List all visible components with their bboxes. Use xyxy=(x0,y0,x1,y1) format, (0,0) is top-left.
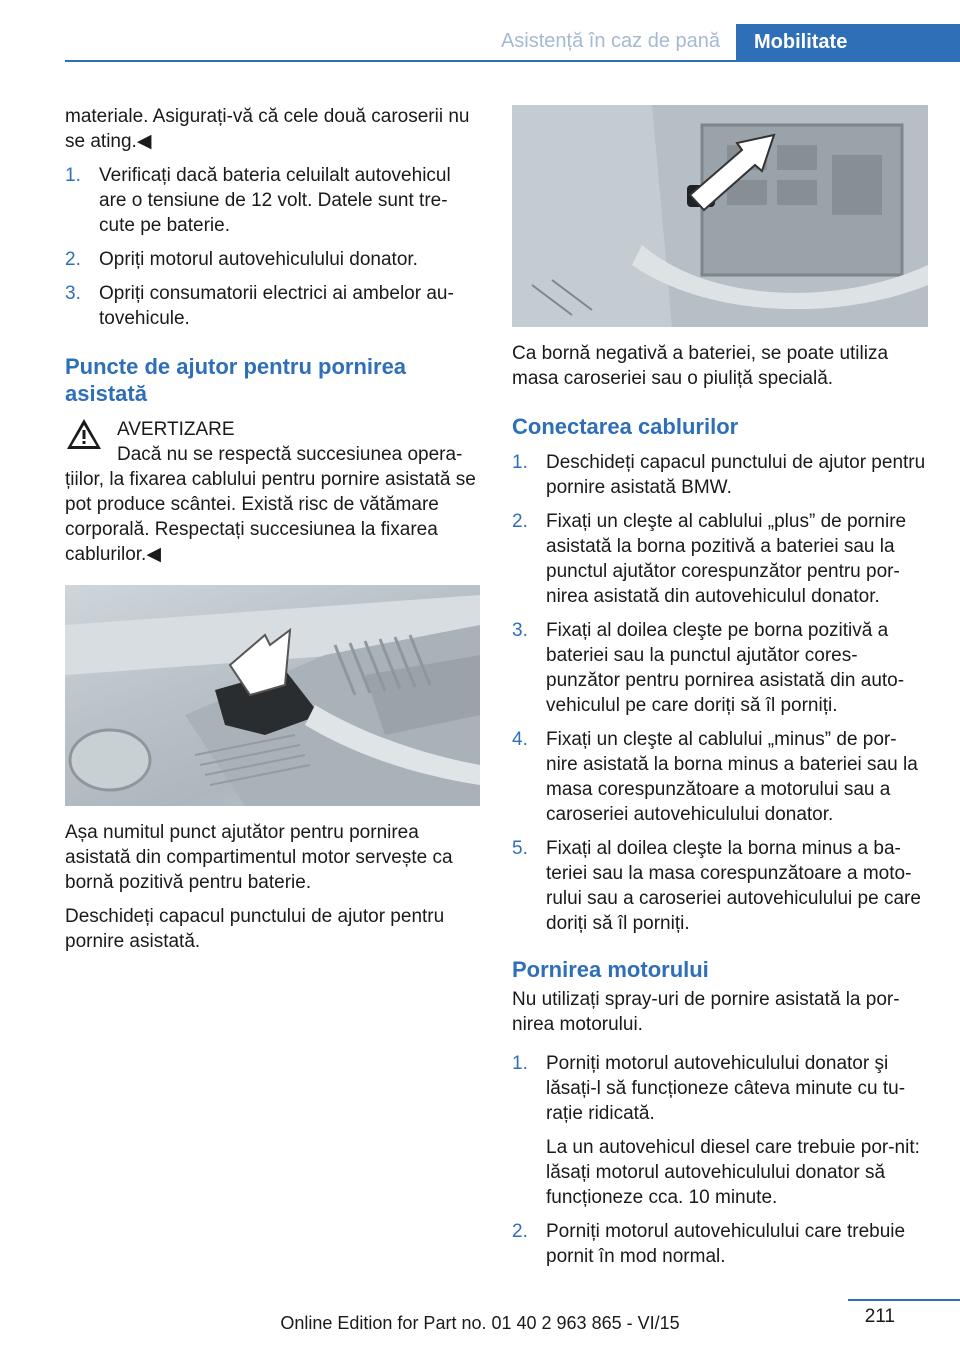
battery-area-illustration xyxy=(512,105,928,327)
step-text: Porniți motorul autovehiculului care trebuie pornit în mod normal. xyxy=(546,1221,906,1267)
step-number: 2. xyxy=(512,1221,528,1242)
step-number: 2. xyxy=(65,249,81,270)
list-item xyxy=(65,281,480,331)
step-text: Deschideți capacul punctului de ajutor pentru pornire asistată BMW. xyxy=(546,452,926,498)
section-heading-jump-points: Puncte de ajutor pentru pornirea asistată xyxy=(65,354,407,406)
step-number: 1. xyxy=(512,1053,528,1074)
step-subtext: La un autovehicul diesel care trebuie por‐nit: lăsați motorul autovehiculului donator să funcționeze cca. 10 minute. xyxy=(546,1137,920,1208)
engine-bay-illustration xyxy=(65,585,480,806)
paragraph-open-cover: Deschideți capacul punctului de ajutor pentru pornire asistată. xyxy=(65,906,445,952)
list-item xyxy=(512,1219,928,1269)
page-footer xyxy=(0,1282,960,1362)
warning-text: țiilor, la fixarea cablului pentru pornire asistată se pot produce scântei. Există risc de vătămare corporală. Respectați succesiunea la fixarea cablurilor.◀ xyxy=(65,469,476,565)
step-text: Fixați un cleşte al cablului „plus” de pornire asistată la borna pozitivă a bateriei sau la punctul ajutător corespunzător pentru por‐nirea asistată din autovehiculul donator. xyxy=(546,511,907,607)
warning-block xyxy=(65,417,480,567)
footer-rule xyxy=(848,1299,960,1301)
warning-icon xyxy=(65,417,103,451)
right-column xyxy=(512,105,928,1278)
page-number: 211 xyxy=(864,1306,895,1327)
page-header xyxy=(65,24,960,62)
paragraph-no-spray: Nu utilizați spray-uri de pornire asistată la por‐nirea motorului. xyxy=(512,989,900,1035)
edition-note: Online Edition for Part no. 01 40 2 963 865 - VI/15 xyxy=(280,1313,680,1333)
step-text: Verificați dacă bateria celuilalt autovehicul are o tensiune de 12 volt. Datele sunt tre‐cute pe baterie. xyxy=(99,165,451,236)
list-item xyxy=(512,1051,928,1210)
step-text: Fixați un cleşte al cablului „minus” de por‐nire asistată la borna minus a bateriei sau la masa corespunzătoare a motorului sau a caroseriei autovehiculului donator. xyxy=(546,729,918,825)
step-text: Opriți consumatorii electrici ai ambelor au‐tovehicule. xyxy=(99,283,454,329)
step-number: 3. xyxy=(65,283,81,304)
step-number: 1. xyxy=(512,452,528,473)
warning-title: AVERTIZARE xyxy=(117,419,235,440)
engine-bay-photo xyxy=(65,585,480,806)
caption-negative-terminal: Ca bornă negativă a bateriei, se poate utiliza masa caroseriei sau o piuliță specială. xyxy=(512,343,889,389)
list-item xyxy=(65,247,480,272)
warning-text-first: Dacă nu se respectă succesiunea opera‐ xyxy=(117,444,463,465)
section-heading-start-engine: Pornirea motorului xyxy=(512,957,709,982)
list-item xyxy=(512,509,928,609)
caption-jump-point: Așa numitul punct ajutător pentru pornirea asistată din compartimentul motor servește ca bornă pozitivă pentru baterie. xyxy=(65,822,453,893)
list-item xyxy=(512,618,928,718)
step-number: 2. xyxy=(512,511,528,532)
step-number: 3. xyxy=(512,620,528,641)
step-text: Fixați al doilea cleşte pe borna pozitivă a bateriei sau la punctul ajutător cores‐punzător pentru pornirea asistată din auto‐vehiculul pe care doriți să îl porniți. xyxy=(546,620,905,716)
list-item xyxy=(512,727,928,827)
step-text: Opriți motorul autovehiculului donator. xyxy=(99,249,418,270)
section-title: Asistență în caz de pană xyxy=(500,30,720,52)
step-number: 4. xyxy=(512,729,528,750)
step-number: 1. xyxy=(65,165,81,186)
step-number: 5. xyxy=(512,838,528,859)
list-item xyxy=(65,163,480,238)
section-heading-connect-cables: Conectarea cablurilor xyxy=(512,414,739,439)
list-item xyxy=(512,836,928,936)
step-text: Fixați al doilea cleşte la borna minus a ba‐teriei sau la masa corespunzătoare a moto‐rului sau a caroseriei autovehiculului pe care doriți să îl porniți. xyxy=(546,838,921,934)
intro-paragraph: materiale. Asigurați-vă că cele două caroserii nu se ating.◀ xyxy=(65,106,470,152)
connect-steps-list xyxy=(512,450,928,936)
list-item xyxy=(512,450,928,500)
check-steps-list xyxy=(65,163,480,331)
header-rule xyxy=(65,60,960,62)
left-column xyxy=(65,104,480,963)
step-text: Porniți motorul autovehiculului donator şi lăsați-l să funcționeze câteva minute cu tu‐rație ridicată. xyxy=(546,1053,906,1124)
chapter-tab: Mobilitate xyxy=(736,24,960,62)
negative-terminal-photo xyxy=(512,105,928,327)
start-steps-list xyxy=(512,1051,928,1269)
